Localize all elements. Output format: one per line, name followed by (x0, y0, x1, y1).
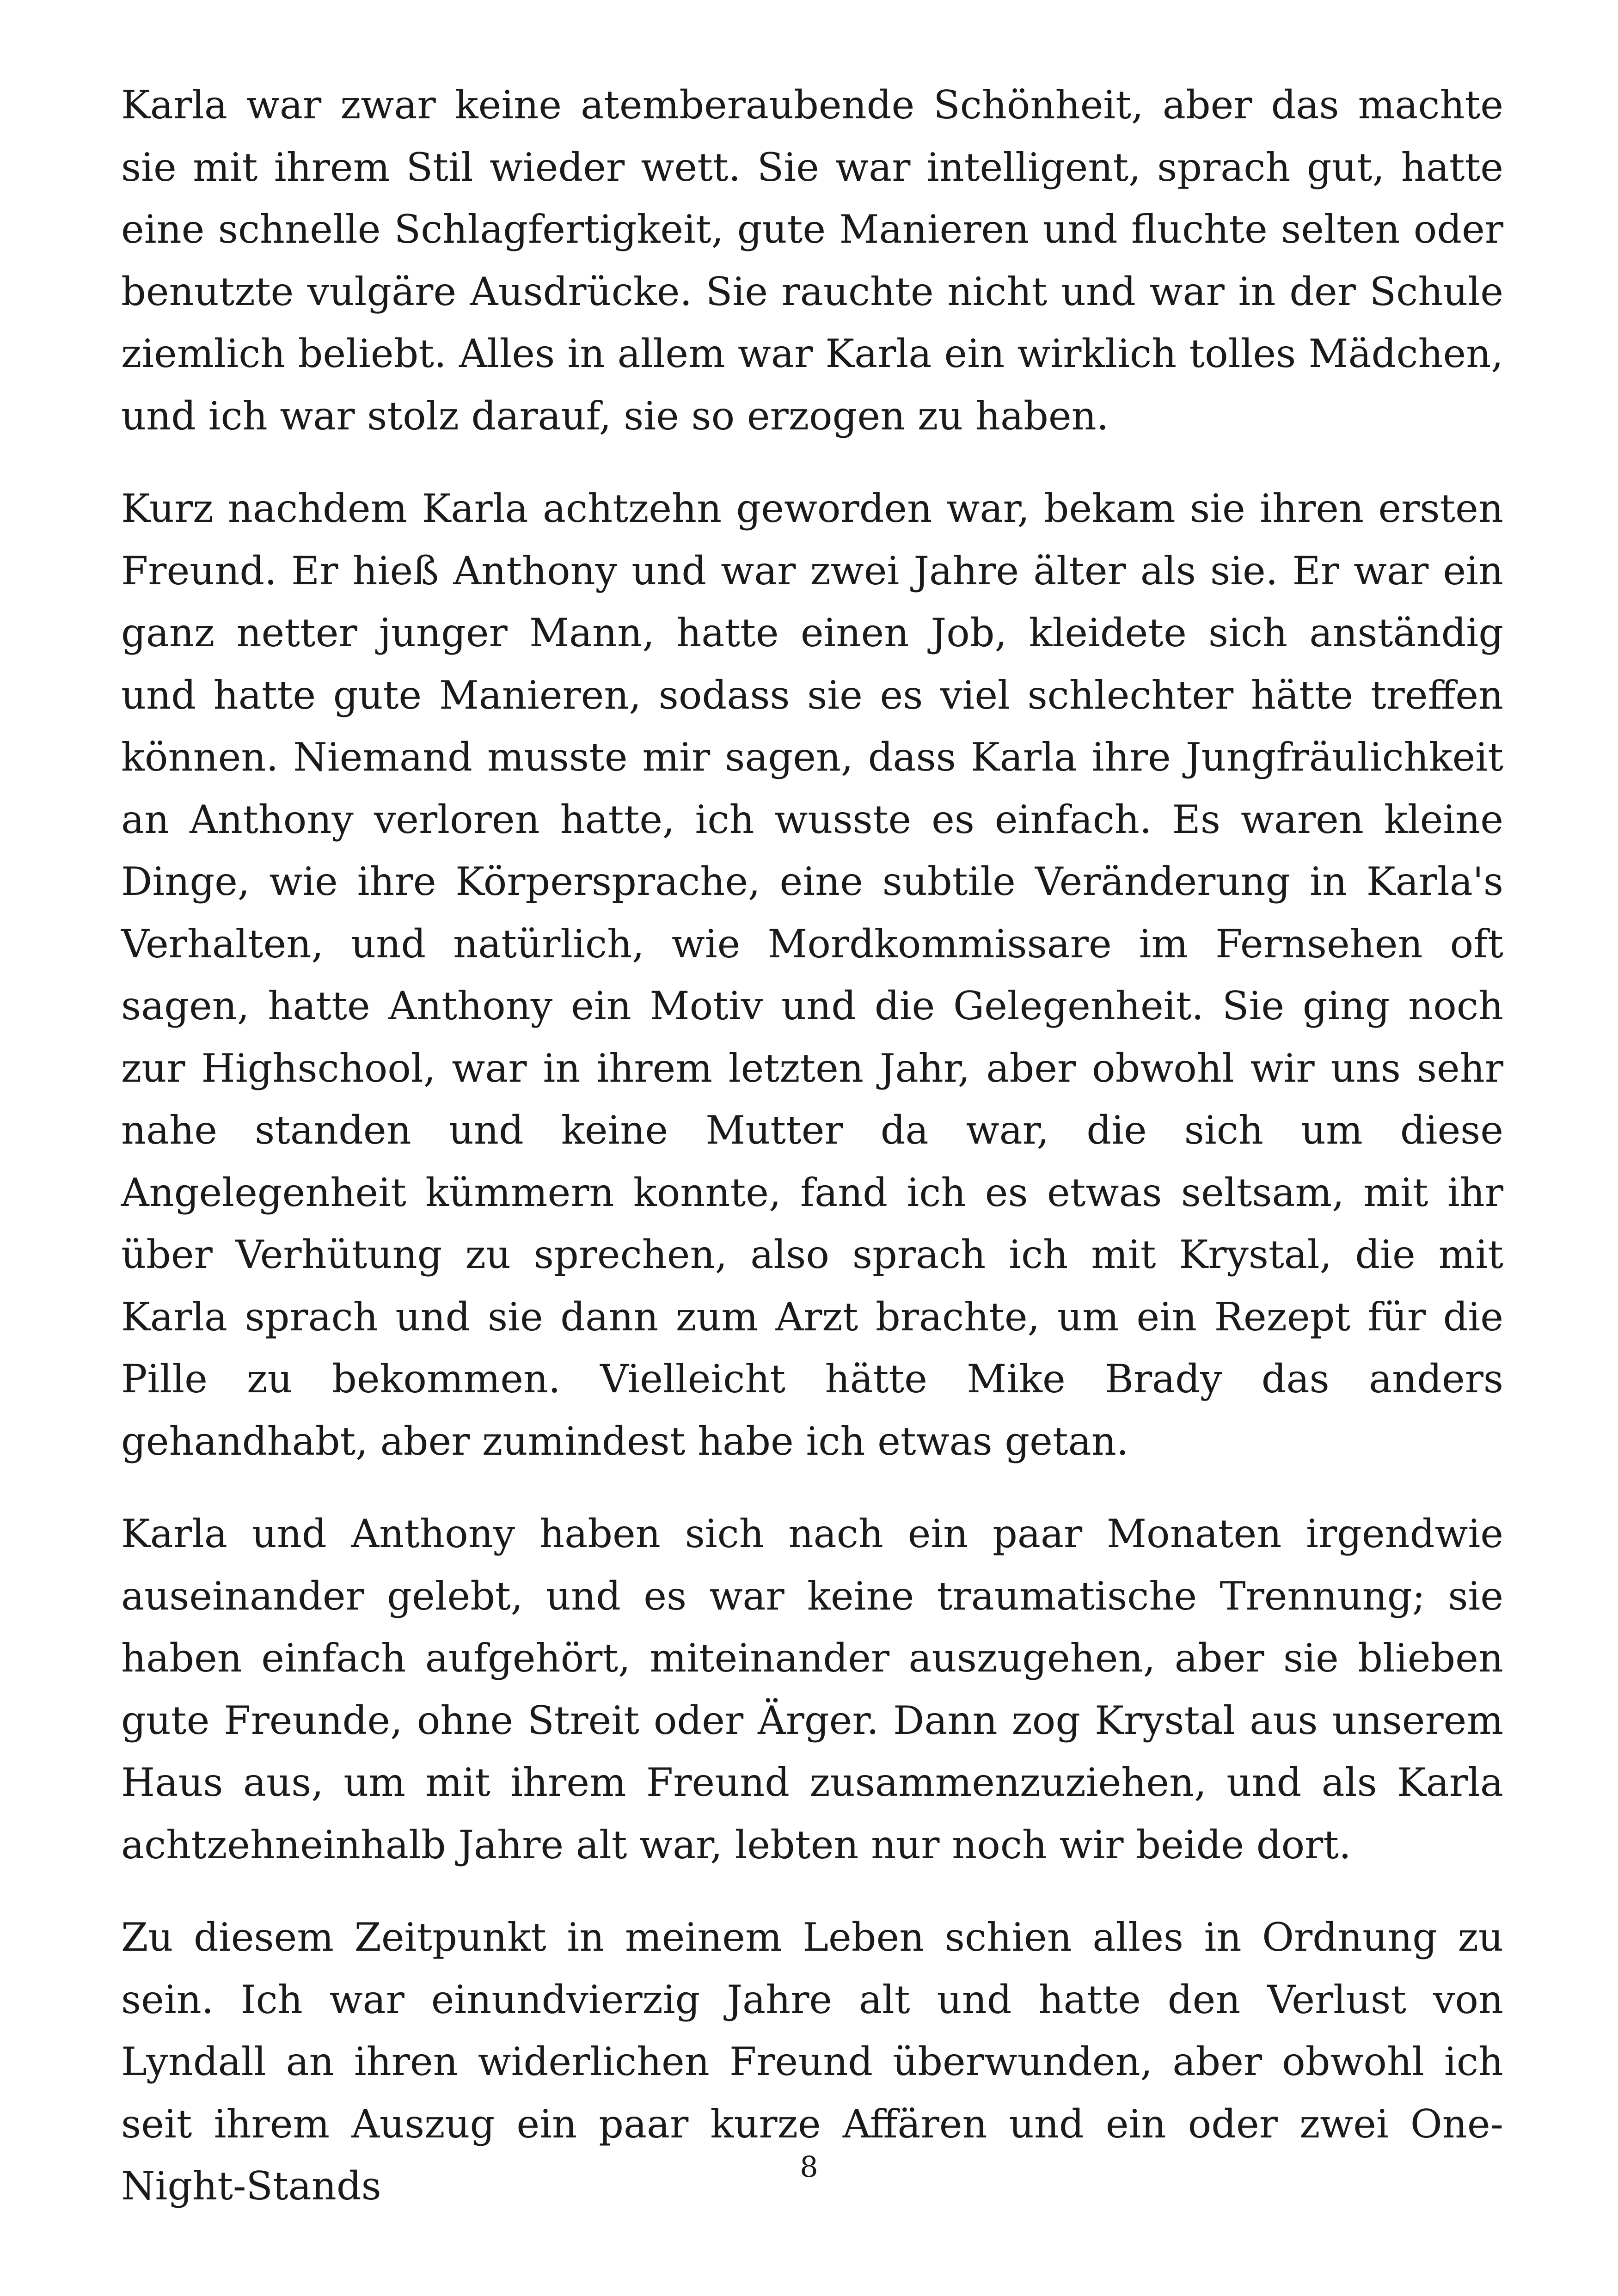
paragraph-4: Zu diesem Zeitpunkt in meinem Leben schien alles in Ordnung zu sein. Ich war einundvierzig Jahre alt und hatte den Verlust von Lyndall an ihren widerlichen Freund überwunden, aber obwohl ich seit ihrem Auszug ein paar kurze Affären und ein oder zwei One-Night-Stands (121, 1915, 1503, 2209)
page-number: 8 (800, 2150, 818, 2184)
paragraph-2: Kurz nachdem Karla achtzehn geworden war, bekam sie ihren ersten Freund. Er hieß Anthony und war zwei Jahre älter als sie. Er war ein ganz netter junger Mann, hatte einen Job, kleidete sich anständig und hatte gute Manieren, sodass sie es viel schlechter hätte treffen können. Niemand musste mir sagen, dass Karla ihre Jungfräulichkeit an Anthony verloren hatte, ich wusste es einfach. Es waren kleine Dinge, wie ihre Körpersprache, eine subtile Veränderung in Karla's Verhalten, und natürlich, wie Mordkommissare im Fernsehen oft sagen, hatte Anthony ein Motiv und die Gelegenheit. Sie ging noch zur Highschool, war in ihrem letzten Jahr, aber obwohl wir uns sehr nahe standen und keine Mutter da war, die sich um diese Angelegenheit kümmern konnte, fand ich es etwas seltsam, mit ihr über Verhütung zu sprechen, also sprach ich mit Krystal, die mit Karla sprach und sie dann zum Arzt brachte, um ein Rezept für die Pille zu bekommen. Vielleicht hätte Mike Brady das anders gehandhabt, aber zumindest habe ich etwas getan. (121, 486, 1503, 1464)
paragraph-3: Karla und Anthony haben sich nach ein paar Monaten irgendwie auseinander gelebt, und es war keine traumatische Trennung; sie haben einfach aufgehört, miteinander auszugehen, aber sie blieben gute Freunde, ohne Streit oder Ärger. Dann zog Krystal aus unserem Haus aus, um mit ihrem Freund zusammenzuziehen, und als Karla achtzehneinhalb Jahre alt war, lebten nur noch wir beide dort. (121, 1511, 1503, 1867)
paragraph-1: Karla war zwar keine atemberaubende Schönheit, aber das machte sie mit ihrem Stil wieder wett. Sie war intelligent, sprach gut, hatte eine schnelle Schlagfertigkeit, gute Manieren und fluchte selten oder benutzte vulgäre Ausdrücke. Sie rauchte nicht und war in der Schule ziemlich beliebt. Alles in allem war Karla ein wirklich tolles Mädchen, und ich war stolz darauf, sie so erzogen zu haben. (121, 82, 1503, 439)
body-text (121, 74, 1503, 2217)
